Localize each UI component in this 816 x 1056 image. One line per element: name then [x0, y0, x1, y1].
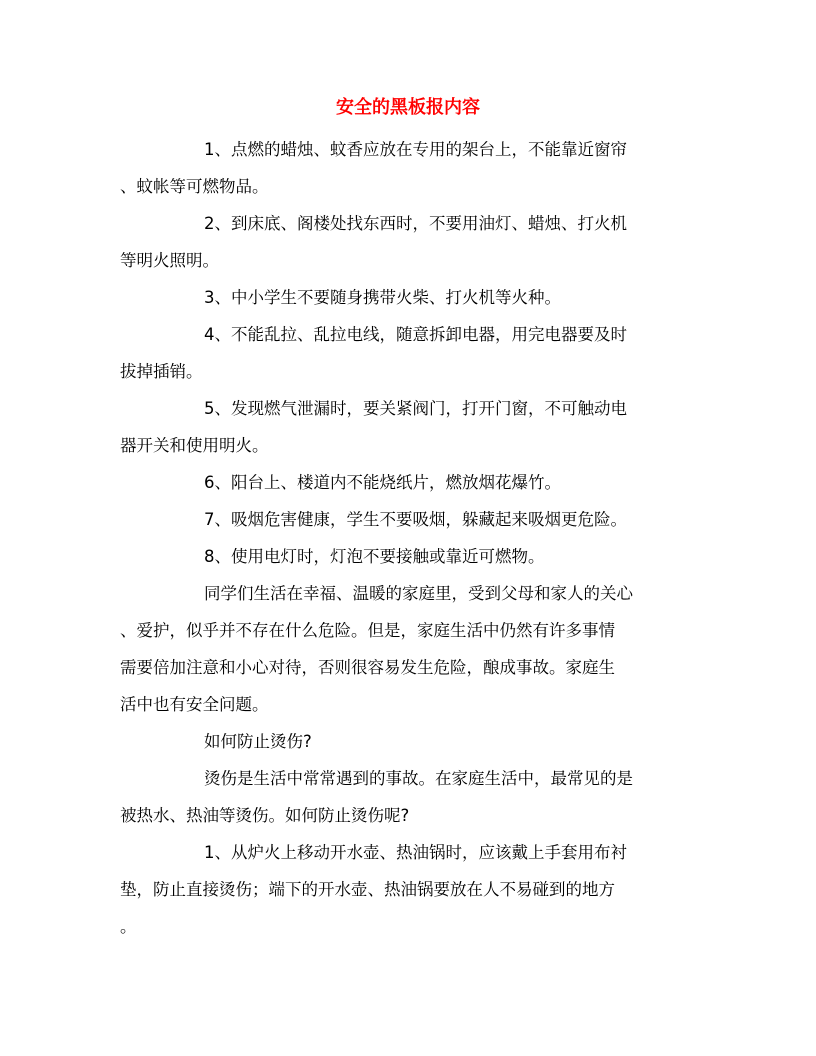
- text-line: 1、点燃的蜡烛、蚊香应放在专用的架台上，不能靠近窗帘: [204, 140, 627, 159]
- text-line: 3、中小学生不要随身携带火柴、打火机等火种。: [204, 288, 561, 307]
- paragraph: [120, 134, 700, 208]
- paragraph: [120, 467, 700, 504]
- text-line: 同学们生活在幸福、温暖的家庭里，受到父母和家人的关心: [204, 584, 633, 603]
- text-line: 活中也有安全问题。: [120, 695, 269, 714]
- paragraph: [120, 837, 700, 948]
- text-line: 、爱护，似乎并不存在什么危险。但是，家庭生活中仍然有许多事情: [120, 621, 615, 640]
- paragraph: [120, 541, 700, 578]
- text-line: 2、到床底、阁楼处找东西时，不要用油灯、蜡烛、打火机: [204, 214, 627, 233]
- paragraph: [120, 282, 700, 319]
- text-line: 7、吸烟危害健康，学生不要吸烟，躲藏起来吸烟更危险。: [204, 510, 627, 529]
- paragraph: [120, 726, 700, 763]
- text-line: 1、从炉火上移动开水壶、热油锅时，应该戴上手套用布衬: [204, 843, 627, 862]
- text-line: 。: [120, 917, 137, 936]
- paragraph: [120, 504, 700, 541]
- text-line: 垫，防止直接烫伤；端下的开水壶、热油锅要放在人不易碰到的地方: [120, 880, 615, 899]
- text-line: 被热水、热油等烫伤。如何防止烫伤呢?: [120, 806, 410, 825]
- paragraph: [120, 208, 700, 282]
- paragraph: [120, 763, 700, 837]
- text-line: 器开关和使用明火。: [120, 436, 269, 455]
- text-line: 8、使用电灯时，灯泡不要接触或靠近可燃物。: [204, 547, 545, 566]
- text-line: 5、发现燃气泄漏时，要关紧阀门，打开门窗，不可触动电: [204, 399, 627, 418]
- text-line: 、蚊帐等可燃物品。: [120, 177, 269, 196]
- text-line: 等明火照明。: [120, 251, 219, 270]
- text-line: 烫伤是生活中常常遇到的事故。在家庭生活中，最常见的是: [204, 769, 633, 788]
- paragraph: [120, 319, 700, 393]
- paragraph: [120, 393, 700, 467]
- document-body: [120, 134, 700, 948]
- text-line: 需要倍加注意和小心对待，否则很容易发生危险，酿成事故。家庭生: [120, 658, 615, 677]
- text-line: 4、不能乱拉、乱拉电线，随意拆卸电器，用完电器要及时: [204, 325, 627, 344]
- text-line: 如何防止烫伤?: [204, 732, 312, 751]
- paragraph: [120, 578, 700, 726]
- text-line: 拔掉插销。: [120, 362, 203, 381]
- document-title: 安全的黑板报内容: [336, 97, 480, 118]
- text-line: 6、阳台上、楼道内不能烧纸片，燃放烟花爆竹。: [204, 473, 561, 492]
